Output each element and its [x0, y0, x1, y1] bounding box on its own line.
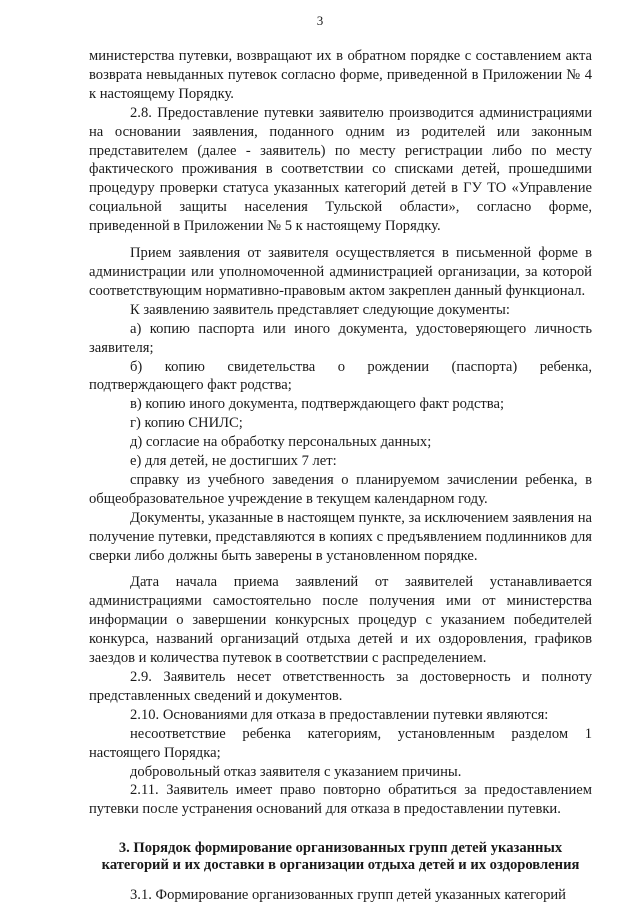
section-heading-line: 3. Порядок формирование организованных групп детей указанных: [118, 840, 563, 857]
document-body: [89, 47, 592, 905]
list-item: добровольный отказ заявителя с указанием причины.: [130, 763, 462, 780]
paragraph: 2.8. Предоставление путевки заявителю производится администрациями на основании заявления, поданного одним из родителей или законным представителем (далее - заявитель) по месту регистрации либо по месту фактического проживания в соответствии со списками детей, прошедшими процедуру проверки статуса указанных категорий детей в ГУ ТО «Управление социальной защиты населения Тульской области», согласно форме, приведенной в Приложении № 5 к настоящему Порядку.: [89, 104, 592, 235]
paragraph: министерства путевки, возвращают их в обратном порядке с составлением акта возврата невыданных путевок согласно форме, приведенной в Приложении № 4 к настоящему Порядку.: [89, 48, 592, 102]
section-heading-line: категорий и их доставки в организации отдыха детей и их оздоровления: [101, 857, 580, 874]
list-item: а) копию паспорта или иного документа, удостоверяющего личность заявителя;: [89, 320, 592, 356]
list-item: несоответствие ребенка категориям, установленным разделом 1 настоящего Порядка;: [89, 725, 592, 761]
paragraph: справку из учебного заведения о планируемом зачислении ребенка, в общеобразовательное учреждение в текущем календарном году.: [89, 471, 592, 507]
page-number: 3: [316, 13, 324, 28]
list-item: е) для детей, не достигших 7 лет:: [130, 453, 337, 470]
list-item: г) копию СНИЛС;: [130, 415, 243, 432]
list-item: в) копию иного документа, подтверждающего факт родства;: [130, 396, 505, 413]
paragraph: Дата начала приема заявлений от заявителей устанавливается администрациями самостоятельно после получения ими от министерства информации о завершении конкурсных процедур с указанием победителей конкурса, названий организаций отдыха детей и их оздоровления, графиков заездов и количества путевок в соответствии с распределением.: [89, 574, 592, 667]
paragraph: К заявлению заявитель представляет следующие документы:: [130, 301, 510, 318]
list-item: д) согласие на обработку персональных данных;: [130, 434, 432, 451]
paragraph: 3.1. Формирование организованных групп детей указанных категорий: [130, 887, 566, 904]
list-item: б) копию свидетельства о рождении (паспорта) ребенка, подтверждающего факт родства;: [89, 358, 592, 394]
paragraph: Прием заявления от заявителя осуществляется в письменной форме в администрации или уполномоченной администрацией организации, за которой соответствующим нормативно-правовым актом закреплен данный функционал.: [89, 245, 592, 299]
section-heading: [89, 840, 592, 874]
paragraph: 2.9. Заявитель несет ответственность за достоверность и полноту представленных сведений и документов.: [89, 669, 592, 704]
paragraph: 2.11. Заявитель имеет право повторно обратиться за предоставлением путевки после устранения оснований для отказа в предоставлении путевки.: [89, 782, 592, 818]
paragraph: Документы, указанные в настоящем пункте, за исключением заявления на получение путевки, представляются в копиях с предъявлением подлинников для сверки либо должны быть заверены в установленном порядке.: [89, 509, 592, 564]
paragraph: 2.10. Основаниями для отказа в предоставлении путевки являются:: [130, 706, 549, 723]
